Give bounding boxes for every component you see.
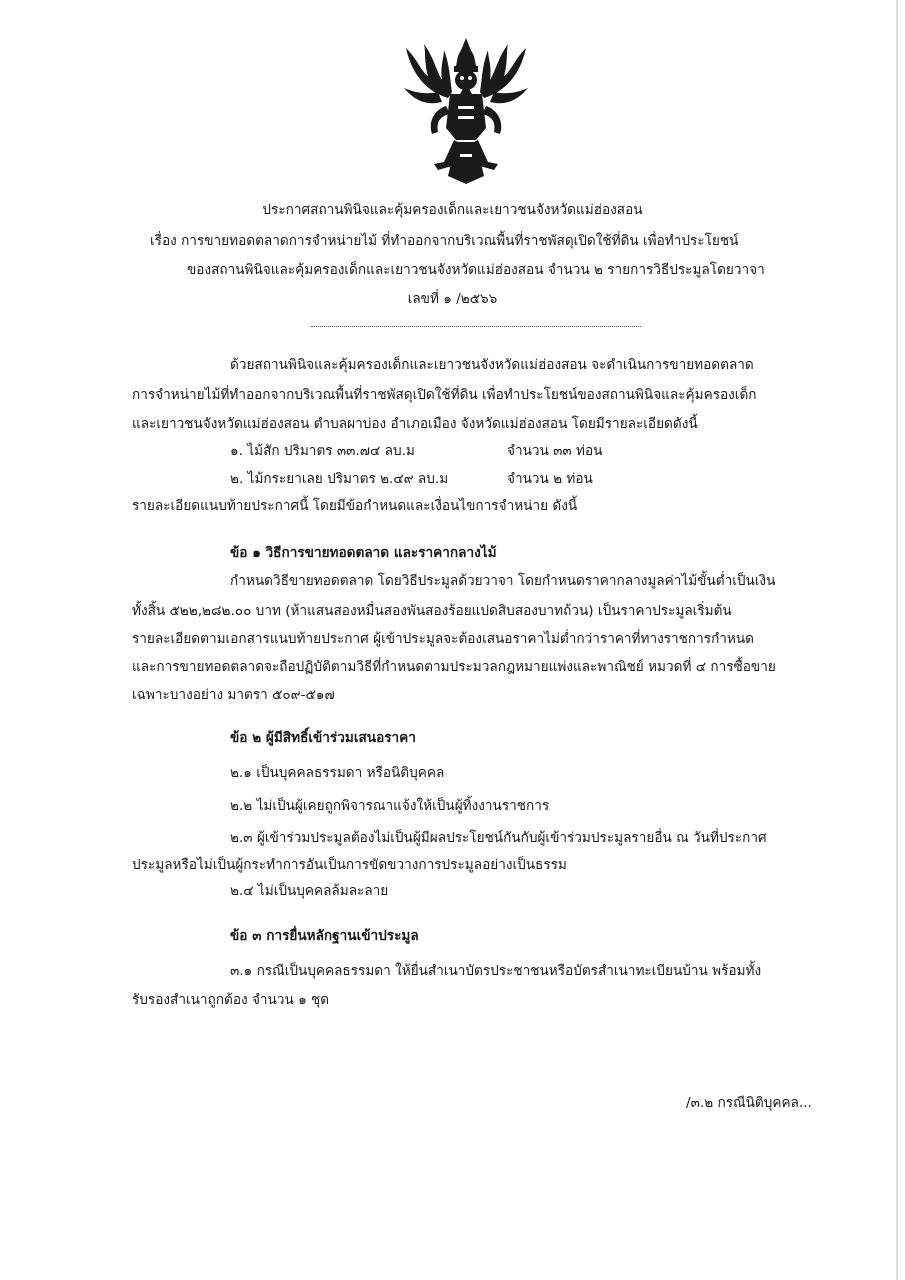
page-edge-shadow [896,0,898,1280]
intro-line: ด้วยสถานพินิจและคุ้มครองเด็กและเยาวชนจังหวัดแม่ฮ่องสอน จะดำเนินการขายทอดตลาด [230,357,754,373]
section-line: ประมูลหรือไม่เป็นผู้กระทำการอันเป็นการขัดขวางการประมูลอย่างเป็นธรรม [132,857,567,873]
section-line: เฉพาะบางอย่าง มาตรา ๕๐๙-๕๑๗ [132,687,335,703]
section-heading: ข้อ ๒ ผู้มีสิทธิ์เข้าร่วมเสนอราคา [230,730,416,746]
garuda-emblem-icon [398,36,534,186]
section-heading: ข้อ ๑ วิธีการขายทอดตลาด และราคากลางไม้ [230,545,497,561]
section-line: ๒.๑ เป็นบุคคลธรรมดา หรือนิติบุคคล [230,765,445,781]
section-line: กำหนดวิธีขายทอดตลาด โดยวิธีประมูลด้วยวาจา โดยกำหนดราคากลางมูลค่าไม้ขั้นต่ำเป็นเงิน [230,573,776,589]
announcement-title: ประกาศสถานพินิจและคุ้มครองเด็กและเยาวชนจังหวัดแม่ฮ่องสอน [262,202,643,218]
intro-line: และเยาวชนจังหวัดแม่ฮ่องสอน ตำบลผาบ่อง อำเภอเมือง จังหวัดแม่ฮ่องสอน โดยมีรายละเอียดดังนี้ [132,416,698,432]
section-line: และการขายทอดตลาดจะถือปฏิบัติตามวิธีที่กำหนดตามประมวลกฎหมายแพ่งและพาณิชย์ หมวดที่ ๔ การซื้อขาย [132,659,776,675]
section-line: รายละเอียดตามเอกสารแนบท้ายประกาศ ผู้เข้าประมูลจะต้องเสนอราคาไม่ต่ำกว่าราคาที่ทางราชการกำหนด [132,631,755,647]
section-heading: ข้อ ๓ การยื่นหลักฐานเข้าประมูล [230,928,419,944]
section-line: ๓.๑ กรณีเป็นบุคคลธรรมดา ให้ยื่นสำเนาบัตรประชาชนหรือบัตรสำเนาทะเบียนบ้าน พร้อมทั้ง [230,963,762,979]
subject-line: เรื่อง การขายทอดตลาดการจำหน่ายไม้ ที่ทำออกจากบริเวณพื้นที่ราชพัสดุเปิดใช้ที่ดิน เพื่อทำประโยชน์ [150,233,739,249]
intro-line: การจำหน่ายไม้ที่ทำออกจากบริเวณพื้นที่ราชพัสดุเปิดใช้ที่ดิน เพื่อทำประโยชน์ของสถานพินิจและคุ้มครองเด็ก [132,387,757,403]
section-line: รับรองสำเนาถูกต้อง จำนวน ๑ ชุด [132,992,330,1008]
section-line: ๒.๔ ไม่เป็นบุคคลล้มละลาย [230,883,389,899]
item-description: ๒. ไม้กระยาเลย ปริมาตร ๒.๔๙ ลบ.ม [230,471,449,487]
page-continuation: /๓.๒ กรณีนิติบุคคล... [686,1095,812,1111]
announcement-number: เลขที่ ๑ /๒๕๖๖ [407,291,498,307]
item-quantity: จำนวน ๒ ท่อน [507,471,593,487]
section-line: ๒.๓ ผู้เข้าร่วมประมูลต้องไม่เป็นผู้มีผลประโยชน์กันกับผู้เข้าร่วมประมูลรายอื่น ณ วันที่ประกาศ [230,830,767,846]
section-line: ๒.๒ ไม่เป็นผู้เคยถูกพิจารณาแจ้งให้เป็นผู้ทิ้งงานราชการ [230,798,550,814]
details-line: รายละเอียดแนบท้ายประกาศนี้ โดยมีข้อกำหนดและเงื่อนไขการจำหน่าย ดังนี้ [132,498,578,514]
subject-line: ของสถานพินิจและคุ้มครองเด็กและเยาวชนจังหวัดแม่ฮ่องสอน จำนวน ๒ รายการวิธีประมูลโดยวาจา [187,262,765,278]
item-description: ๑. ไม้สัก ปริมาตร ๓๓.๗๔ ลบ.ม [230,443,415,459]
item-quantity: จำนวน ๓๓ ท่อน [507,443,603,459]
section-line: ทั้งสิ้น ๕๒๒,๒๘๒.๐๐ บาท (ห้าแสนสองหมื่นสองพันสองร้อยแปดสิบสองบาทถ้วน) เป็นราคาประมูลเริ่มต้น [132,603,732,619]
dotted-separator [311,326,641,327]
